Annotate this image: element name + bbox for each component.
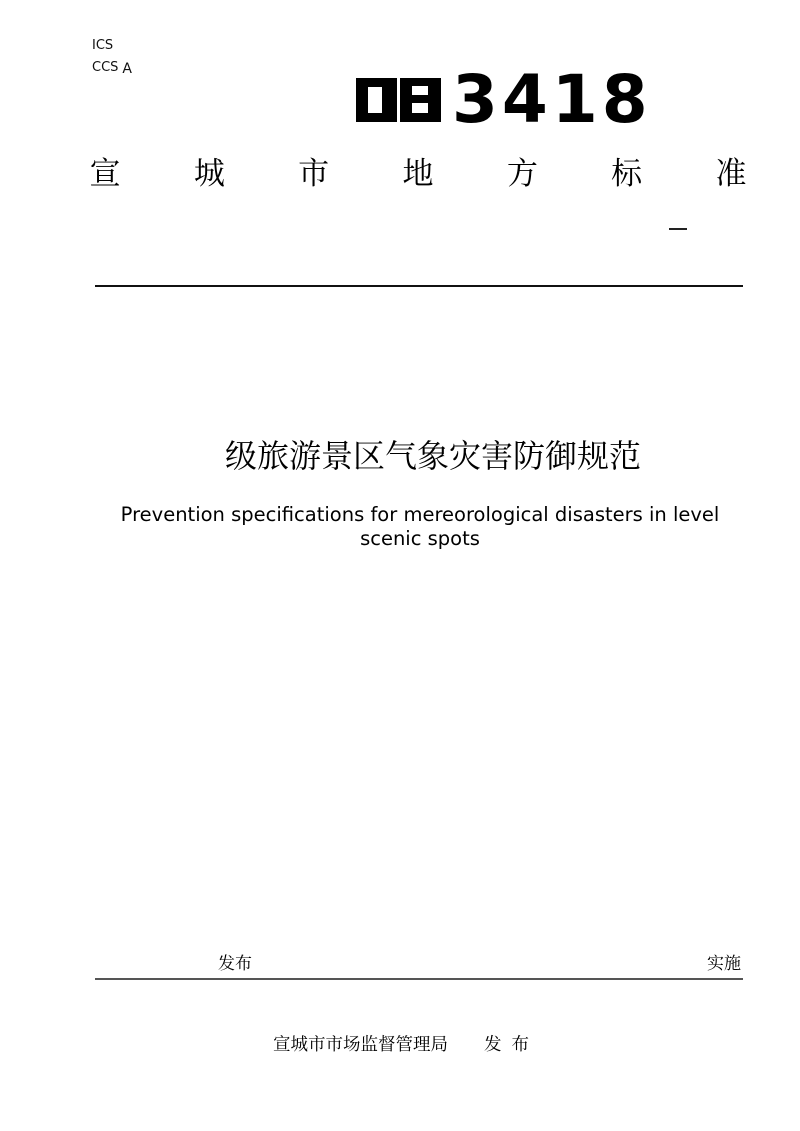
ccs-code xyxy=(92,59,132,76)
standard-type-heading xyxy=(88,152,748,196)
implementation-date-label: 实施 xyxy=(707,954,741,974)
standard-type-char: 地 xyxy=(402,156,434,192)
issuer-issue-word: 发布 xyxy=(484,1035,539,1055)
standard-type-char: 宣 xyxy=(89,156,121,192)
standard-type-char: 标 xyxy=(611,156,643,192)
ics-code xyxy=(92,38,113,54)
document-title-chinese: 级旅游景区气象灾害防御规范 xyxy=(224,437,641,475)
document-title-english: Prevention specifications for mereorological disasters in level scenic spots xyxy=(120,503,720,550)
ccs-value: A xyxy=(122,61,132,77)
standard-type-char: 城 xyxy=(193,156,225,192)
db-logo xyxy=(356,78,443,124)
standard-type-char: 市 xyxy=(298,156,330,192)
ccs-label: CCS xyxy=(92,60,119,75)
issue-date-label: 发布 xyxy=(218,954,252,974)
standard-number: 3418 xyxy=(452,61,652,138)
standard-type-char: 准 xyxy=(715,156,747,192)
db-logo-letter-d xyxy=(356,78,397,122)
standard-type-char: 方 xyxy=(506,156,538,192)
ics-label: ICS xyxy=(92,38,114,53)
issuer-name: 宣城市市场监督管理局 xyxy=(273,1035,448,1055)
standard-number-dash xyxy=(669,228,687,230)
top-divider xyxy=(95,285,743,287)
db-logo-letter-b xyxy=(400,78,441,122)
bottom-divider xyxy=(95,978,743,980)
issuing-authority xyxy=(273,1033,539,1057)
